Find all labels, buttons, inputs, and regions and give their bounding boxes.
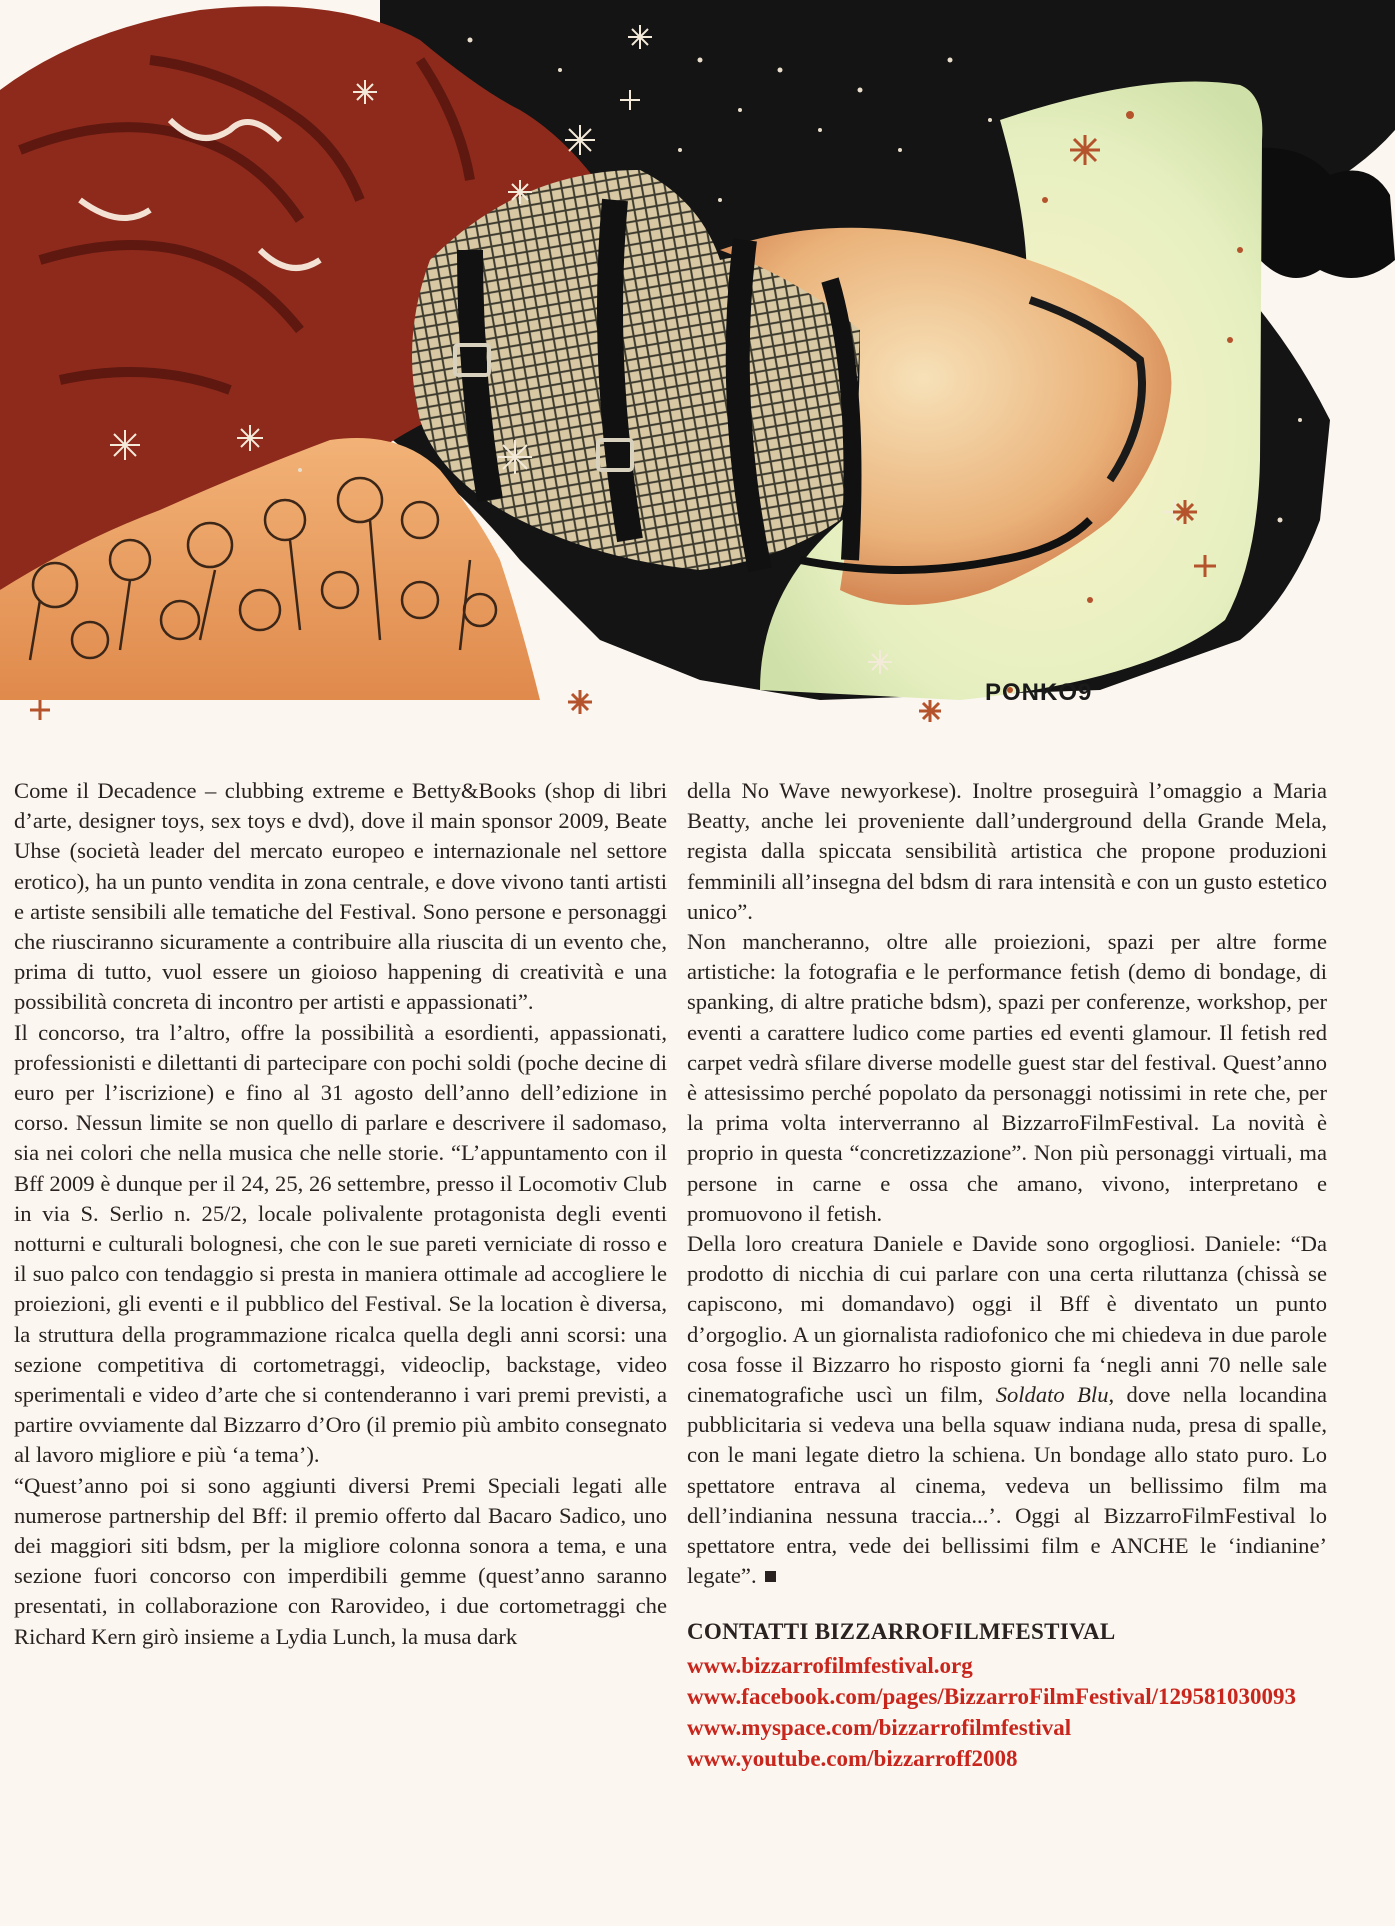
end-of-article-mark bbox=[765, 1571, 776, 1582]
quote-text: Della loro creatura Daniele e Davide sono orgogliosi. Daniele: “Da prodotto di nicchia di cui parlare con una certa riluttanza (chissà se capiscono, mi domandavo) oggi il Bff è diventato un punto d’orgoglio. A un giornalista radiofonico che mi chiedeva in due parole cosa fosse il Bizzarro ho risposto giorni fa ‘negli anni 70 nelle sale cinematografiche uscì un film, bbox=[687, 1231, 1327, 1408]
article-paragraph: Il concorso, tra l’altro, offre la possibilità a esordienti, appassionati, professionisti e dilettanti di partecipare con pochi soldi (poche decine di euro per l’iscrizione) e fino al 31 agosto dell’anno dell’edizione in corso. Nessun limite se non quello di parlare e descrivere il sadomaso, sia nei colori che nella musica che nelle storie. “L’appuntamento con il Bff 2009 è dunque per il 24, 25, 26 settembre, presso il Locomotiv Club in via S. Serlio n. 25/2, locale polivalente protagonista degli eventi notturni e culturali bolognesi, che con le sue pareti verniciate di rosso e il suo palco con tendaggio si presta in maniera ottimale ad accogliere le proiezioni, gli eventi e il pubblico del Festival. Se la location è diversa, la struttura della programmazione ricalca quella degli anni scorsi: una sezione competitiva di cortometraggi, videoclip, backstage, video sperimentali e video d’arte che si contenderanno i vari premi previsti, a partire ovviamente dal Bizzarro d’Oro (il premio più ambito consegnato al lavoro migliore e più ‘a tema’). bbox=[14, 1019, 667, 1468]
facebook-link[interactable]: www.facebook.com/pages/BizzarroFilmFestival/129581030093 bbox=[687, 1683, 1296, 1709]
youtube-link[interactable]: www.youtube.com/bizzarroff2008 bbox=[687, 1745, 1018, 1771]
film-title: Soldato Blu bbox=[995, 1382, 1109, 1408]
article-paragraph bbox=[687, 1229, 1327, 1591]
article-right-column bbox=[687, 776, 1327, 1774]
article-paragraph: Come il Decadence – clubbing extreme e Betty&Books (shop di libri d’arte, designer toys, sex toys e dvd), dove il main sponsor 2009, Beate Uhse (società leader del mercato europeo e internazionale nel settore erotico), ha un punto vendita in zona centrale, e dove vivono tanti artisti e artiste sensibili alle tematiche del Festival. Sono persone e personaggi che riusciranno sicuramente a contribuire alla riuscita di un evento che, prima di tutto, vuol essere un gioioso happening di creatività e una possibilità concreta di incontro per artisti e appassionati”. bbox=[14, 778, 667, 1015]
website-link[interactable]: www.bizzarrofilmfestival.org bbox=[687, 1652, 973, 1678]
quote-text-end: , dove nella locandina pubblicitaria si vedeva una bella squaw indiana nuda, presa di spalle, con le mani legate dietro la schiena. Un bondage allo stato puro. Lo spettatore entrava al cinema, vedeva un bellissimo film ma dell’indianina nessuna traccia...’. Oggi al BizzarroFilmFestival lo spettatore entra, vede dei bellissimi film e ANCHE le ‘indianine’ legate”. bbox=[687, 1382, 1327, 1589]
contacts-box bbox=[687, 1617, 1327, 1773]
article-left-column bbox=[14, 776, 667, 1652]
article-paragraph: “Quest’anno poi si sono aggiunti diversi Premi Speciali legati alle numerose partnership del Bff: il premio offerto dal Bacaro Sadico, uno dei maggiori siti bdsm, per la migliore colonna sonora a tema, e una sezione fuori concorso con imperdibili gemme (quest’anno saranno presentati, in collaborazione con Rarovideo, i due cortometraggi che Richard Kern girò insieme a Lydia Lunch, la musa dark bbox=[14, 1472, 667, 1649]
article-paragraph: della No Wave newyorkese). Inoltre proseguirà l’omaggio a Maria Beatty, anche lei proveniente dall’underground della Grande Mela, regista dalla spiccata sensibilità artistica che propone produzioni femminili all’insegna del bdsm di rara intensità e con un gusto estetico unico”. bbox=[687, 778, 1327, 924]
contacts-title: CONTATTI BIZZARROFILMFESTIVAL bbox=[687, 1619, 1116, 1645]
article-paragraph: Non mancheranno, oltre alle proiezioni, spazi per altre forme artistiche: la fotografia e le performance fetish (demo di bondage, di spanking, di altre pratiche bdsm), spazi per conferenze, workshop, per eventi a carattere ludico come parties ed eventi glamour. Il fetish red carpet vedrà sfilare diverse modelle guest star del festival. Quest’anno è attesissimo perché popolato da personaggi notissimi in rete che, per la prima volta interverranno al BizzarroFilmFestival. La novità è proprio in questa “concretizzazione”. Non più personaggi virtuali, ma persone in carne e ossa che amano, vivono, interpretano e promuovono il fetish. bbox=[687, 929, 1327, 1226]
comic-illustration bbox=[0, 0, 1395, 760]
artist-signature: PONKO9 bbox=[985, 679, 1093, 706]
myspace-link[interactable]: www.myspace.com/bizzarrofilmfestival bbox=[687, 1714, 1072, 1740]
dark-cloud bbox=[1240, 148, 1395, 278]
